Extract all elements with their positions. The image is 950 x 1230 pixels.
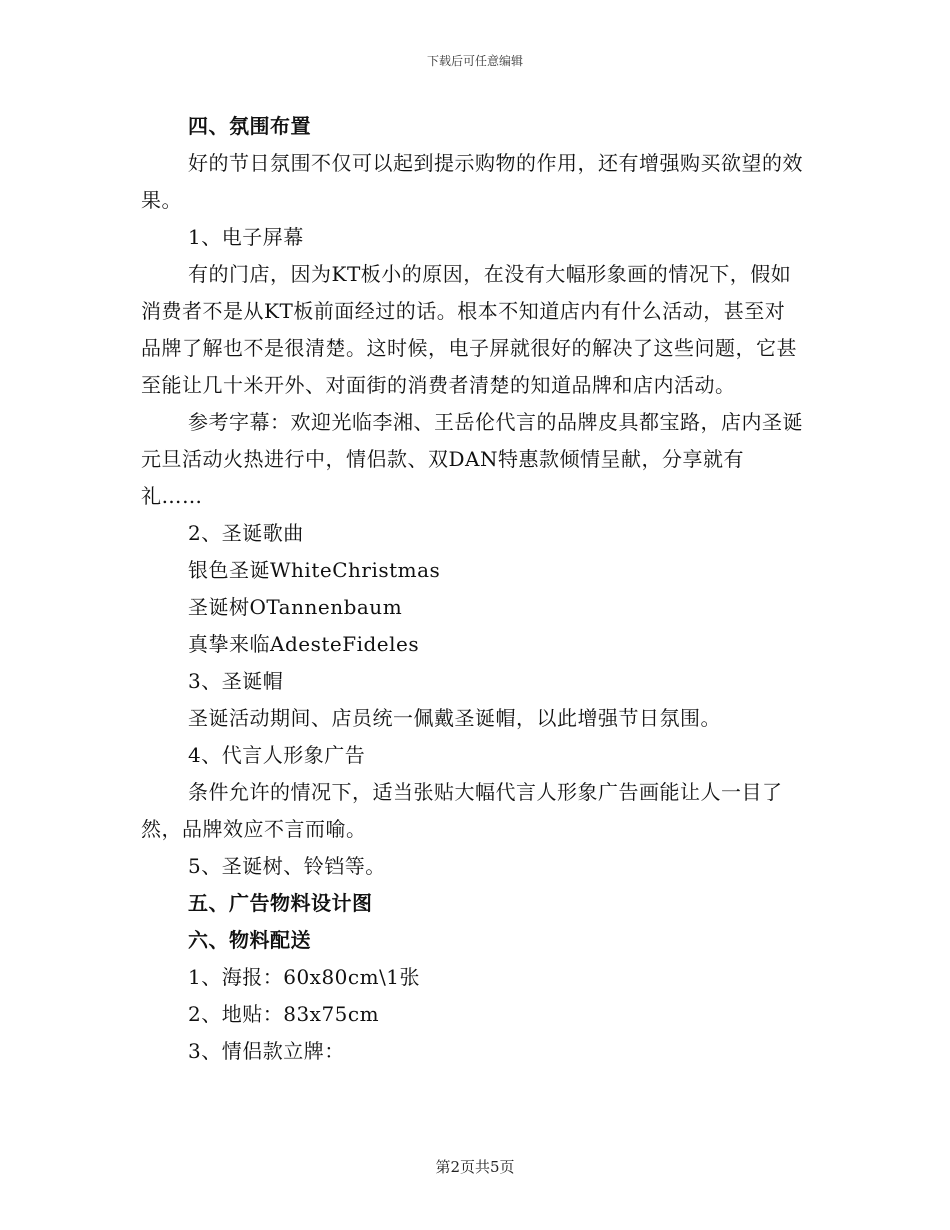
song-item: 圣诞树OTannenbaum <box>188 595 403 619</box>
song-item: 真挚来临AdesteFideles <box>188 632 420 656</box>
delivery-item: 1、海报：60x80cm\1张 <box>188 965 421 989</box>
item-heading: 2、圣诞歌曲 <box>188 521 304 545</box>
section-heading: 四、氛围布置 <box>188 114 311 138</box>
section-heading: 五、广告物料设计图 <box>188 891 373 915</box>
document-body <box>141 108 803 1070</box>
page-footer: 第2页共5页 <box>435 1158 515 1176</box>
paragraph: 有的门店，因为KT板小的原因，在没有大幅形象画的情况下，假如消费者不是从KT板前面经过的话。根本不知道店内有什么活动，甚至对品牌了解也不是很清楚。这时候，电子屏就很好的解决了这些问题，它甚至能让几十米开外、对面街的消费者清楚的知道品牌和店内活动。 <box>141 262 797 397</box>
page-header: 下载后可任意编辑 <box>426 54 523 68</box>
section-heading: 六、物料配送 <box>188 928 311 952</box>
item-heading: 4、代言人形象广告 <box>188 743 366 767</box>
song-item: 银色圣诞WhiteChristmas <box>188 558 441 582</box>
paragraph: 条件允许的情况下，适当张贴大幅代言人形象广告画能让人一目了然，品牌效应不言而喻。 <box>141 780 783 841</box>
item-heading: 1、电子屏幕 <box>188 225 304 249</box>
item-heading: 5、圣诞树、铃铛等。 <box>188 854 386 878</box>
delivery-item: 2、地贴：83x75cm <box>188 1002 380 1026</box>
delivery-item: 3、情侣款立牌： <box>188 1039 345 1063</box>
paragraph: 好的节日氛围不仅可以起到提示购物的作用，还有增强购买欲望的效果。 <box>141 151 803 212</box>
paragraph: 参考字幕：欢迎光临李湘、王岳伦代言的品牌皮具都宝路，店内圣诞元旦活动火热进行中，情侣款、双DAN特惠款倾情呈献，分享就有礼…… <box>141 410 803 508</box>
item-heading: 3、圣诞帽 <box>188 669 284 693</box>
paragraph: 圣诞活动期间、店员统一佩戴圣诞帽，以此增强节日氛围。 <box>188 706 721 730</box>
